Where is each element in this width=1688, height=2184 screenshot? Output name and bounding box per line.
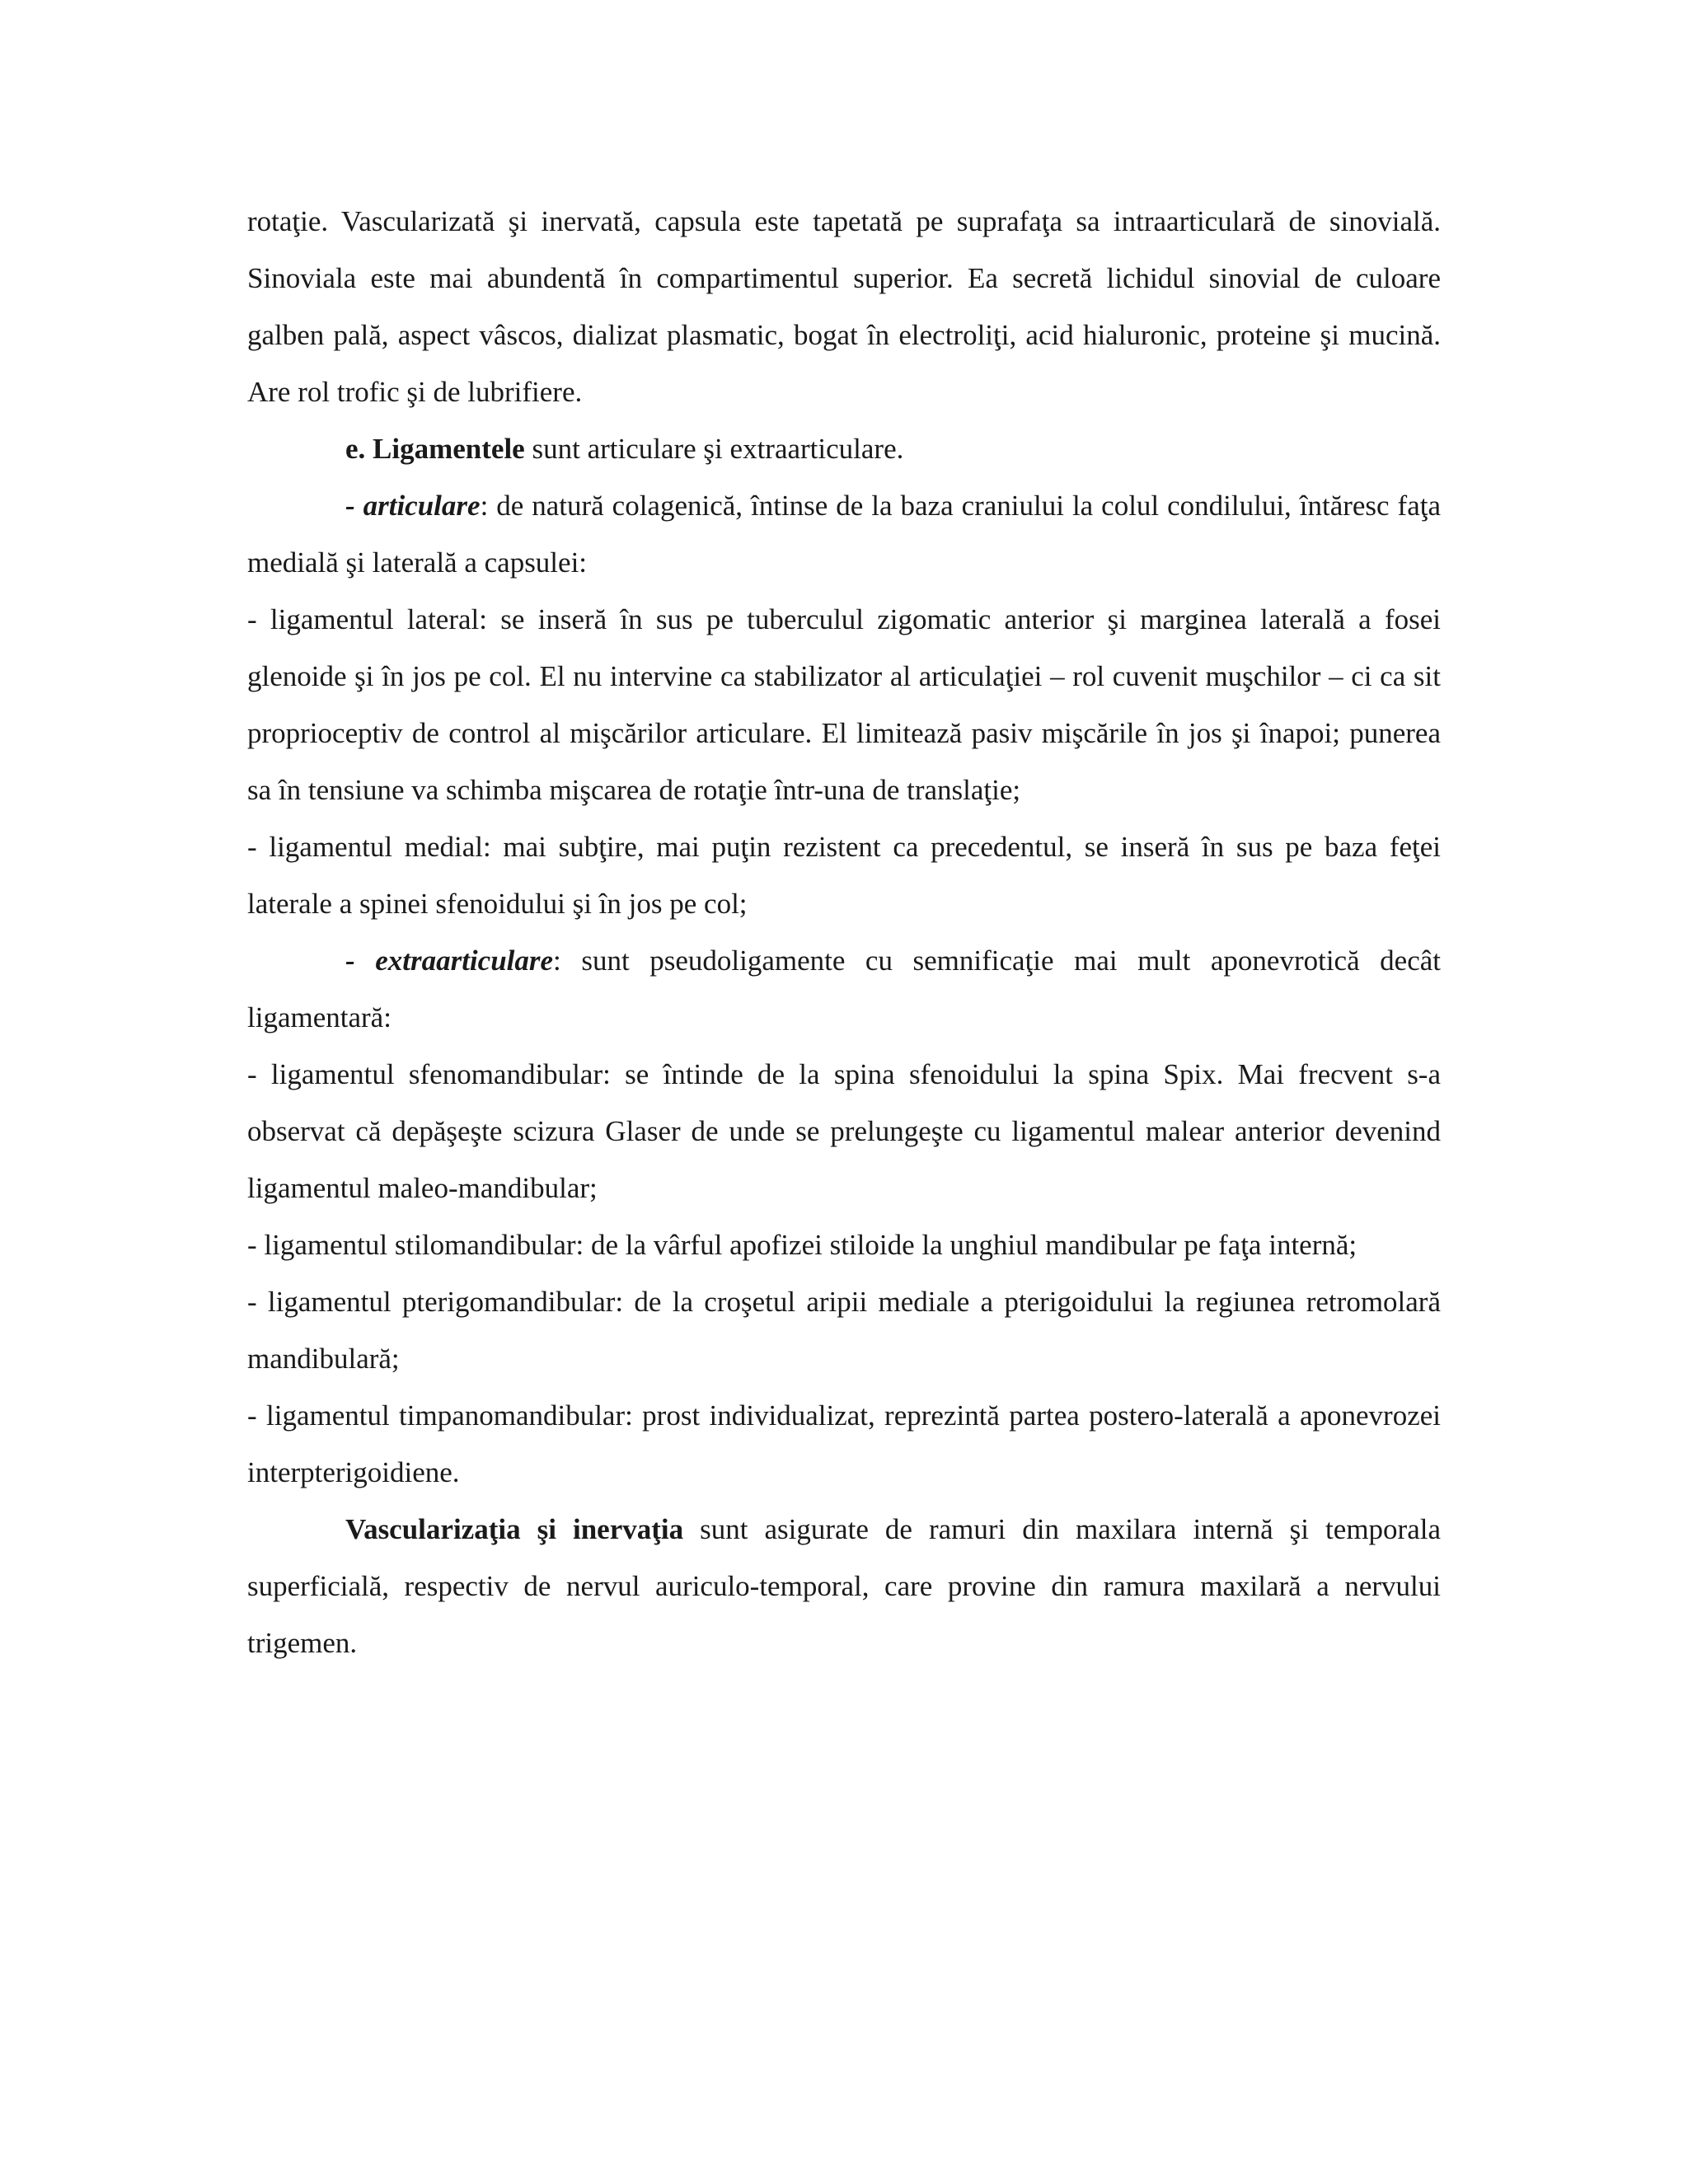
paragraph-lateral-ligament: - ligamentul lateral: se inseră în sus pe tuberculul zigomatic anterior şi marginea laterală a fosei glenoide şi în jos pe col. El nu intervine ca stabilizator al articulaţiei – rol cuvenit muşchilor – ci ca sit proprioceptiv de control al mişcărilor articulare. El limitează pasiv mişcările în jos şi înapoi; punerea sa în tensiune va schimba mişcarea de rotaţie într-una de translaţie; xyxy=(247,603,1441,806)
heading-ligamentele: e. Ligamentele xyxy=(345,433,525,465)
paragraph-ligaments-intro xyxy=(247,420,1441,477)
paragraph-articular xyxy=(247,477,1441,591)
heading-extraarticulare: - extraarticulare xyxy=(345,944,554,977)
document-page xyxy=(247,193,1441,1671)
articular-text: : de natură colagenică, întinse de la baza craniului la colul condilului, întăresc faţa medială şi laterală a capsulei: xyxy=(247,490,1442,579)
paragraph-tympanomandibular-ligament: - ligamentul timpanomandibular: prost individualizat, reprezintă partea postero-laterală a aponevrozei interpterigoidiene. xyxy=(247,1399,1441,1488)
paragraph-vascularization-innervation xyxy=(247,1501,1441,1671)
extraarticular-text: : sunt pseudoligamente cu semnificaţie mai mult aponevrotică decât ligamentară: xyxy=(247,944,1441,1033)
paragraph-pterygomandibular-ligament: - ligamentul pterigomandibular: de la croşetul aripii mediale a pterigoidului la regiunea retromolară mandibulară; xyxy=(247,1286,1441,1375)
heading-articulare: - articulare xyxy=(345,490,481,522)
paragraph-medial-ligament: - ligamentul medial: mai subţire, mai puţin rezistent ca precedentul, se inseră în sus pe baza feţei laterale a spinei sfenoidului şi în jos pe col; xyxy=(247,831,1441,920)
heading-vascularizatia: Vascularizaţia şi inervaţia xyxy=(345,1513,684,1545)
vascularization-text: sunt asigurate de ramuri din maxilara internă şi temporala superficială, respectiv de nervul auriculo-temporal, care provine din ramura maxilară a nervului trigemen. xyxy=(247,1513,1441,1659)
paragraph-stylomandibular-ligament: - ligamentul stilomandibular: de la vârful apofizei stiloide la unghiul mandibular pe faţa internă; xyxy=(247,1229,1357,1261)
ligaments-intro-text: sunt articulare şi extraarticulare. xyxy=(524,433,904,465)
paragraph-extraarticular xyxy=(247,932,1441,1046)
paragraph-sphenomandibular-ligament: - ligamentul sfenomandibular: se întinde de la spina sfenoidului la spina Spix. Mai frecvent s-a observat că depăşeşte scizura Glaser de unde se prelungeşte cu ligamentul malear anterior devenind ligamentul maleo-mandibular; xyxy=(247,1058,1441,1204)
paragraph-capsule-synovial: rotaţie. Vascularizată şi inervată, capsula este tapetată pe suprafaţa sa intraarticulară de sinovială. Sinoviala este mai abundentă în compartimentul superior. Ea secretă lichidul sinovial de culoare galben pală, aspect vâscos, dializat plasmatic, bogat în electroliţi, acid hialuronic, proteine şi mucină. Are rol trofic şi de lubrifiere. xyxy=(247,205,1441,408)
